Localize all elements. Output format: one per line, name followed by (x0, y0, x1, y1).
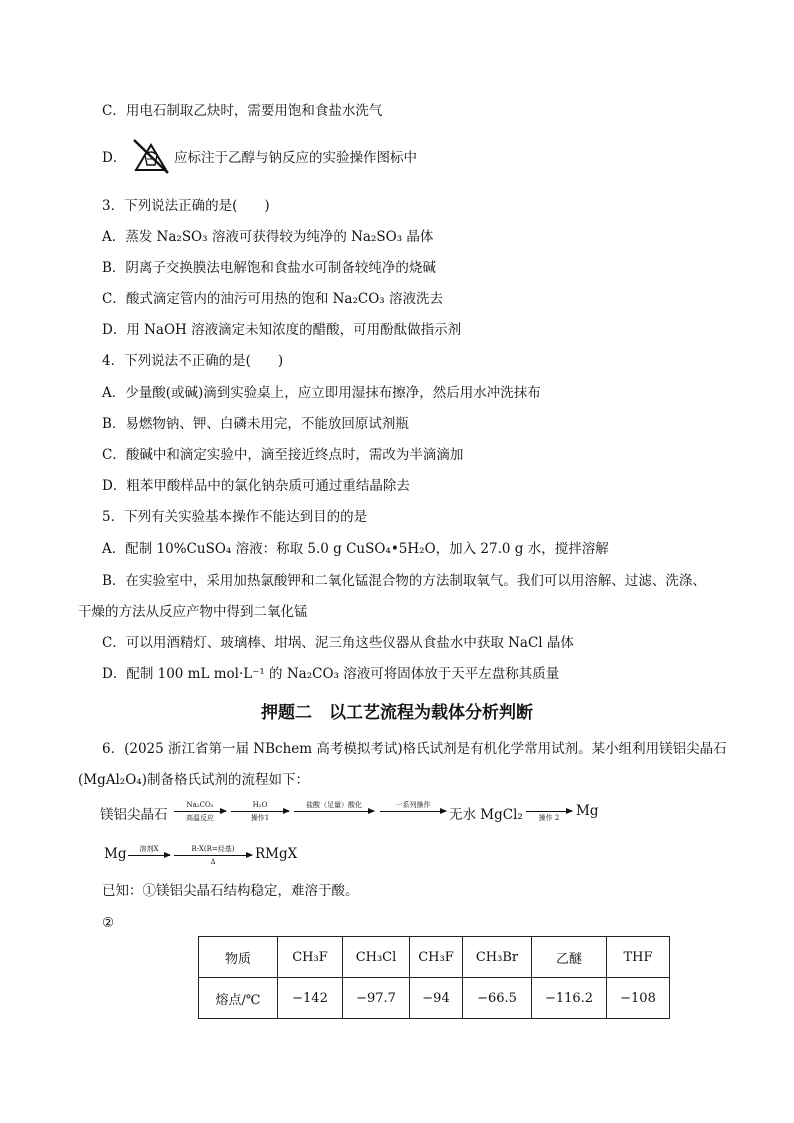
flow-arrow-2 (231, 811, 289, 812)
flow-arrow-5-condition: 操作 2 (538, 814, 560, 822)
flow2-arrow-1 (128, 855, 170, 856)
table-cell: CH₃F (278, 937, 343, 978)
flow-arrow-4-reagent: 一系列操作 (395, 801, 431, 809)
table-cell: CH₃Br (463, 937, 532, 978)
table-cell: −142 (278, 978, 343, 1019)
q5-option-a: A．配制 10%CuSO₄ 溶液：称取 5.0 g CuSO₄•5H₂O，加入 27.0 g 水，搅拌溶解 (102, 541, 609, 557)
table-cell: 熔点/℃ (199, 978, 278, 1019)
table-cell: −97.7 (343, 978, 410, 1019)
table-cell: CH₃F (410, 937, 463, 978)
q5-option-c: C．可以用酒精灯、玻璃棒、坩埚、泥三角这些仪器从食盐水中获取 NaCl 晶体 (102, 635, 574, 651)
flow2-arrow-2-reagent: R-X(R=烃基) (191, 845, 235, 853)
table-header-row (199, 937, 670, 978)
table-cell: CH₃Cl (343, 937, 410, 978)
table-cell: 乙醚 (532, 937, 607, 978)
flow-arrow-2-condition: 操作1 (250, 814, 270, 822)
flow-arrow-1 (174, 811, 226, 812)
table-cell: −66.5 (463, 978, 532, 1019)
table-cell: −108 (607, 978, 670, 1019)
no-water-hazard-icon (130, 137, 172, 175)
q4-option-b: B．易燃物钠、钾、白磷未用完，不能放回原试剂瓶 (102, 416, 409, 432)
q2-option-d-text: 应标注于乙醇与钠反应的实验操作图标中 (174, 150, 417, 166)
q4-stem: 4．下列说法不正确的是( ) (102, 353, 284, 369)
q3-option-a: A．蒸发 Na₂SO₃ 溶液可获得较为纯净的 Na₂SO₃ 晶体 (102, 229, 434, 245)
flow-end-product: Mg (576, 803, 599, 819)
q4-option-c: C．酸碱中和滴定实验中，滴至接近终点时，需改为半滴滴加 (102, 447, 464, 463)
flow-arrow-5 (526, 811, 572, 812)
known-condition-1: 已知：①镁铝尖晶石结构稳定，难溶于酸。 (102, 883, 359, 899)
melting-point-table (198, 936, 670, 1019)
flow-start-material: 镁铝尖晶石 (100, 807, 168, 823)
flow2-start: Mg (104, 846, 127, 862)
table-cell: −116.2 (532, 978, 607, 1019)
q5-option-b-line2: 干燥的方法从反应产物中得到二氧化锰 (78, 604, 308, 620)
flow-arrow-1-reagent: Na₂CO₃ (186, 801, 214, 809)
q4-option-a: A．少量酸(或碱)滴到实验桌上，应立即用湿抹布擦净，然后用水冲洗抹布 (102, 385, 541, 401)
q6-stem-line2: (MgAl₂O₄)制备格氏试剂的流程如下： (78, 772, 309, 788)
flow-arrow-3 (294, 811, 374, 812)
flow-arrow-1-condition: 高温反应 (186, 814, 214, 822)
q3-stem: 3．下列说法正确的是( ) (102, 198, 270, 214)
flow-arrow-3-reagent: 盐酸（足量）酸化 (306, 801, 362, 809)
q3-option-d: D．用 NaOH 溶液滴定未知浓度的醋酸，可用酚酞做指示剂 (102, 322, 462, 338)
flow-intermediate: 无水 MgCl₂ (449, 807, 523, 823)
section-heading: 押题二 以工艺流程为载体分析判断 (261, 703, 533, 723)
q5-stem: 5．下列有关实验基本操作不能达到目的的是 (102, 509, 368, 525)
flow2-arrow-1-reagent: 溶剂X (139, 845, 159, 853)
flow-arrow-4 (380, 811, 446, 812)
q6-stem-line1: 6．(2025 浙江省第一届 NBchem 高考模拟考试)格氏试剂是有机化学常用试剂。某小组利用镁铝尖晶石 (102, 741, 727, 757)
table-cell: 物质 (199, 937, 278, 978)
q5-option-d: D．配制 100 mL mol·L⁻¹ 的 Na₂CO₃ 溶液可将固体放于天平左盘称其质量 (102, 666, 560, 682)
q3-option-b: B．阴离子交换膜法电解饱和食盐水可制备较纯净的烧碱 (102, 260, 436, 276)
q2-option-c: C．用电石制取乙炔时，需要用饱和食盐水洗气 (102, 103, 383, 119)
table-cell: −94 (410, 978, 463, 1019)
q4-option-d: D．粗苯甲酸样品中的氯化钠杂质可通过重结晶除去 (102, 478, 410, 494)
flow2-arrow-2-condition: Δ (210, 858, 216, 866)
table-row (199, 978, 670, 1019)
q5-option-b-line1: B．在实验室中，采用加热氯酸钾和二氧化锰混合物的方法制取氧气。我们可以用溶解、过滤、洗涤、 (102, 573, 706, 589)
q2-option-d-prefix: D． (102, 150, 127, 166)
flow-arrow-2-reagent: H₂O (252, 801, 268, 809)
known-condition-2-marker: ② (102, 915, 115, 931)
flow2-arrow-2 (174, 855, 252, 856)
table-cell: THF (607, 937, 670, 978)
q3-option-c: C．酸式滴定管内的油污可用热的饱和 Na₂CO₃ 溶液洗去 (102, 291, 443, 307)
flow2-product: RMgX (255, 846, 298, 862)
